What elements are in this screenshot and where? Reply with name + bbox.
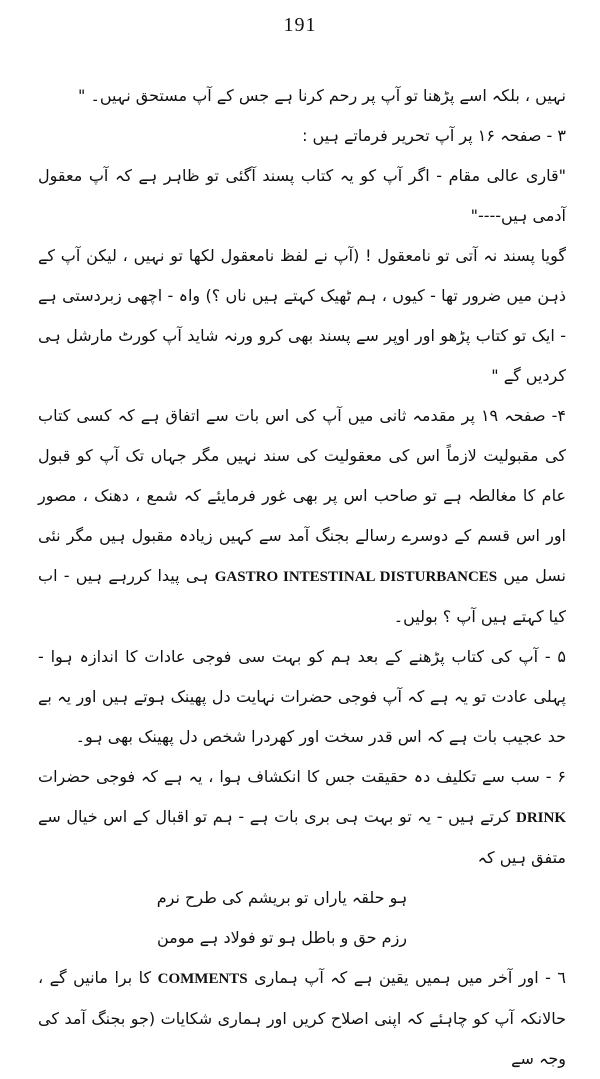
english-term: GASTRO INTESTINAL DISTURBANCES [214, 569, 498, 585]
verse-line: رزم حق و باطل ہو تو فولاد ہے مومن [156, 928, 408, 947]
page-body [38, 76, 566, 1079]
quote-paragraph: "قاری عالی مقام - اگر آپ کو یہ کتاب پسند آگئی تو ظاہر ہے کہ آپ معقول آدمی ہیں----" [38, 166, 566, 225]
paragraph: نہیں ، بلکہ اسے پڑھنا تو آپ پر رحم کرنا ہے جس کے آپ مستحق نہیں۔ " [78, 86, 566, 105]
english-term: COMMENTS [157, 971, 248, 987]
paragraph [38, 958, 566, 1079]
page-number: 191 [283, 14, 317, 36]
paragraph-text: ٦ - اور آخر میں ہمیں یقین ہے کہ آپ ہماری [254, 968, 566, 987]
paragraph-text: ۴- صفحہ ۱۹ پر مقدمہ ثانی میں آپ کی اس بات سے اتفاق ہے کہ کسی کتاب کی مقبولیت لازماً اس کی معقولیت کی سند نہیں مگر جہاں تک آپ کو قبول عام کا مغالطہ ہے تو صاحب اس پر بھی غور فرمایئے کہ شمع ، دھنک ، مصور اور اس قسم کے دوسرے رسالے بجنگ آمد سے کہیں زیادہ مقبول ہیں مگر نئی نسل میں [38, 406, 567, 585]
paragraph: ۵ - آپ کی کتاب پڑھنے کے بعد ہم کو بہت سی فوجی عادات کا اندازہ ہوا - پہلی عادت تو یہ ہے کہ آپ فوجی حضرات نہایت دل پھینک ہوتے ہیں اور یہ بے حد عجیب بات ہے کہ اس قدر سخت اور کھردرا شخص دل پھینک بھی ہو۔ [38, 647, 566, 746]
verse-line: ہو حلقہ یاراں تو بریشم کی طرح نرم [156, 888, 408, 907]
paragraph-text: کا برا مانیں گے ، حالانکہ آپ کو چاہئے کہ اپنی اصلاح کریں اور ہماری شکایات (جو بجنگ آمد کی وجہ سے [38, 968, 566, 1068]
paragraph [38, 396, 566, 637]
paragraph: گویا پسند نہ آتی تو نامعقول ! (آپ نے لفظ نامعقول لکھا تو نہیں ، لیکن آپ کے ذہن میں ضرور تھا - کیوں ، ہم ٹھیک کہتے ہیں ناں ؟) واہ - اچھی زبردستی ہے - ایک تو کتاب پڑھو اور اوپر سے پسند بھی کرو ورنہ شاید آپ کورٹ مارشل ہی کردیں گے " [38, 246, 566, 385]
paragraph-text: کرتے ہیں - یہ تو بہت ہی بری بات ہے - ہم تو اقبال کے اس خیال سے متفق ہیں کہ [38, 807, 566, 867]
paragraph: ۳ - صفحہ ۱۶ پر آپ تحریر فرماتے ہیں : [302, 126, 566, 145]
english-term: DRINK [515, 810, 566, 826]
paragraph-text: ۶ - سب سے تکلیف دہ حقیقت جس کا انکشاف ہوا ، یہ ہے کہ فوجی حضرات [38, 767, 566, 786]
paragraph-text: ہی پیدا کررہے ہیں - اب کیا کہتے ہیں آپ ؟ بولیں۔ [38, 566, 566, 626]
paragraph [38, 757, 566, 878]
